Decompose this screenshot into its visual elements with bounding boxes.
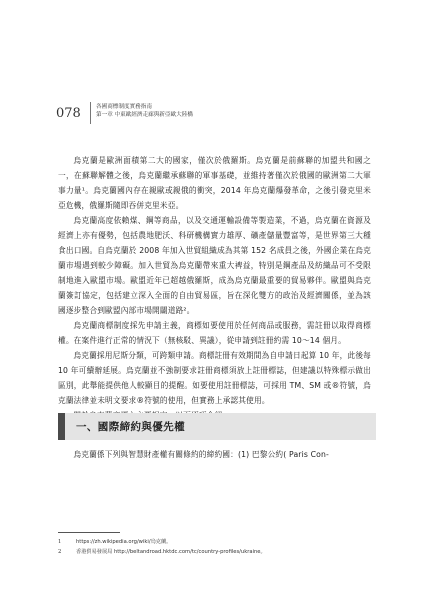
footnotes bbox=[58, 537, 368, 557]
paragraph-1: 烏克蘭是歐洲面積第二大的國家，僅次於俄羅斯。烏克蘭是前蘇聯的加盟共和國之一，在蘇聯解體之後，烏克蘭繼承蘇聯的軍事基礎，並維持著僅次於俄國的歐洲第二大軍事力量¹。烏克蘭國內存在親歐或親俄的衝突，2014 年烏克蘭爆發革命，之後引發克里米亞危機，俄羅斯隨即吞併克里米亞。 bbox=[58, 156, 371, 210]
footnote-2 bbox=[58, 547, 368, 557]
chapter-title: 第一章 中東歐經濟走廊與新亞歐大陸橋 bbox=[96, 112, 193, 118]
main-body bbox=[58, 153, 371, 423]
footnote-number: 1 bbox=[58, 539, 62, 545]
header-divider bbox=[90, 102, 91, 124]
section-body bbox=[58, 447, 371, 462]
section-paragraph: 烏克蘭係下列與智慧財產權有關條約的締約國：(1) 巴黎公約( Paris Con- bbox=[73, 450, 329, 459]
footnote-text: 香港貿易發展局 http://beltandroad.hktdc.com/tc/country-profiles/ukraine。 bbox=[76, 549, 266, 555]
section-heading-bar bbox=[58, 413, 376, 440]
running-header bbox=[56, 100, 376, 126]
paragraph-4: 烏克蘭採用尼斯分類，可跨類申請。商標註冊有效期間為自申請日起算 10 年，此後每 10 年可續辦延展。烏克蘭並不強制要求註冊商標須放上註冊標誌，但建議以特殊標示做出區別，此舉能提供他人較顯目的提醒。如要使用註冊標誌，可採用 TM、SM 或®符號，烏克蘭法律並未明文要求®符號的使用，但實務上承認其使用。 bbox=[58, 351, 371, 405]
section-title: 一、國際締約與優先權 bbox=[76, 421, 185, 433]
footnote-number: 2 bbox=[58, 549, 62, 555]
footnote-text: https://zh.wikipedia.org/wiki/烏克蘭。 bbox=[76, 539, 172, 545]
footnote-divider bbox=[58, 532, 120, 533]
header-titles bbox=[96, 103, 193, 119]
page-number: 078 bbox=[56, 106, 81, 121]
book-title: 各國商標制度實務指南 bbox=[96, 104, 152, 110]
footnote-1 bbox=[58, 537, 368, 547]
paragraph-3: 烏克蘭商標制度採先申請主義，商標如要使用於任何商品或服務，需註冊以取得商標權。在案件進行正常的情況下（無核駁、異議），從申請到註冊約需 10～14 個月。 bbox=[58, 321, 371, 345]
paragraph-2: 烏克蘭高度依賴煤、鋼等商品，以及交通運輸設備等製造業，不過，烏克蘭在資源及經濟上亦有優勢，包括農地肥沃、科研機構實力雄厚、礦產儲量豐富等，是世界第三大種食出口國。自烏克蘭於 2008 年加入世貿組織成為其第 152 名成員之後，外國企業在烏克蘭市場遇到較少障礙。加入世貿為烏克蘭帶來重大裨益，特別是鋼產品及紡織品可不受限制地進入歐盟市場。歐盟近年已超越俄羅斯，成為烏克蘭最重要的貿易夥伴。歐盟與烏克蘭簽訂協定，包括建立深入全面的自由貿易區，旨在深化雙方的政治及經濟關係，並為該國逐步整合到歐盟內部市場開闢道路²。 bbox=[58, 216, 371, 315]
section-marker bbox=[58, 413, 65, 440]
